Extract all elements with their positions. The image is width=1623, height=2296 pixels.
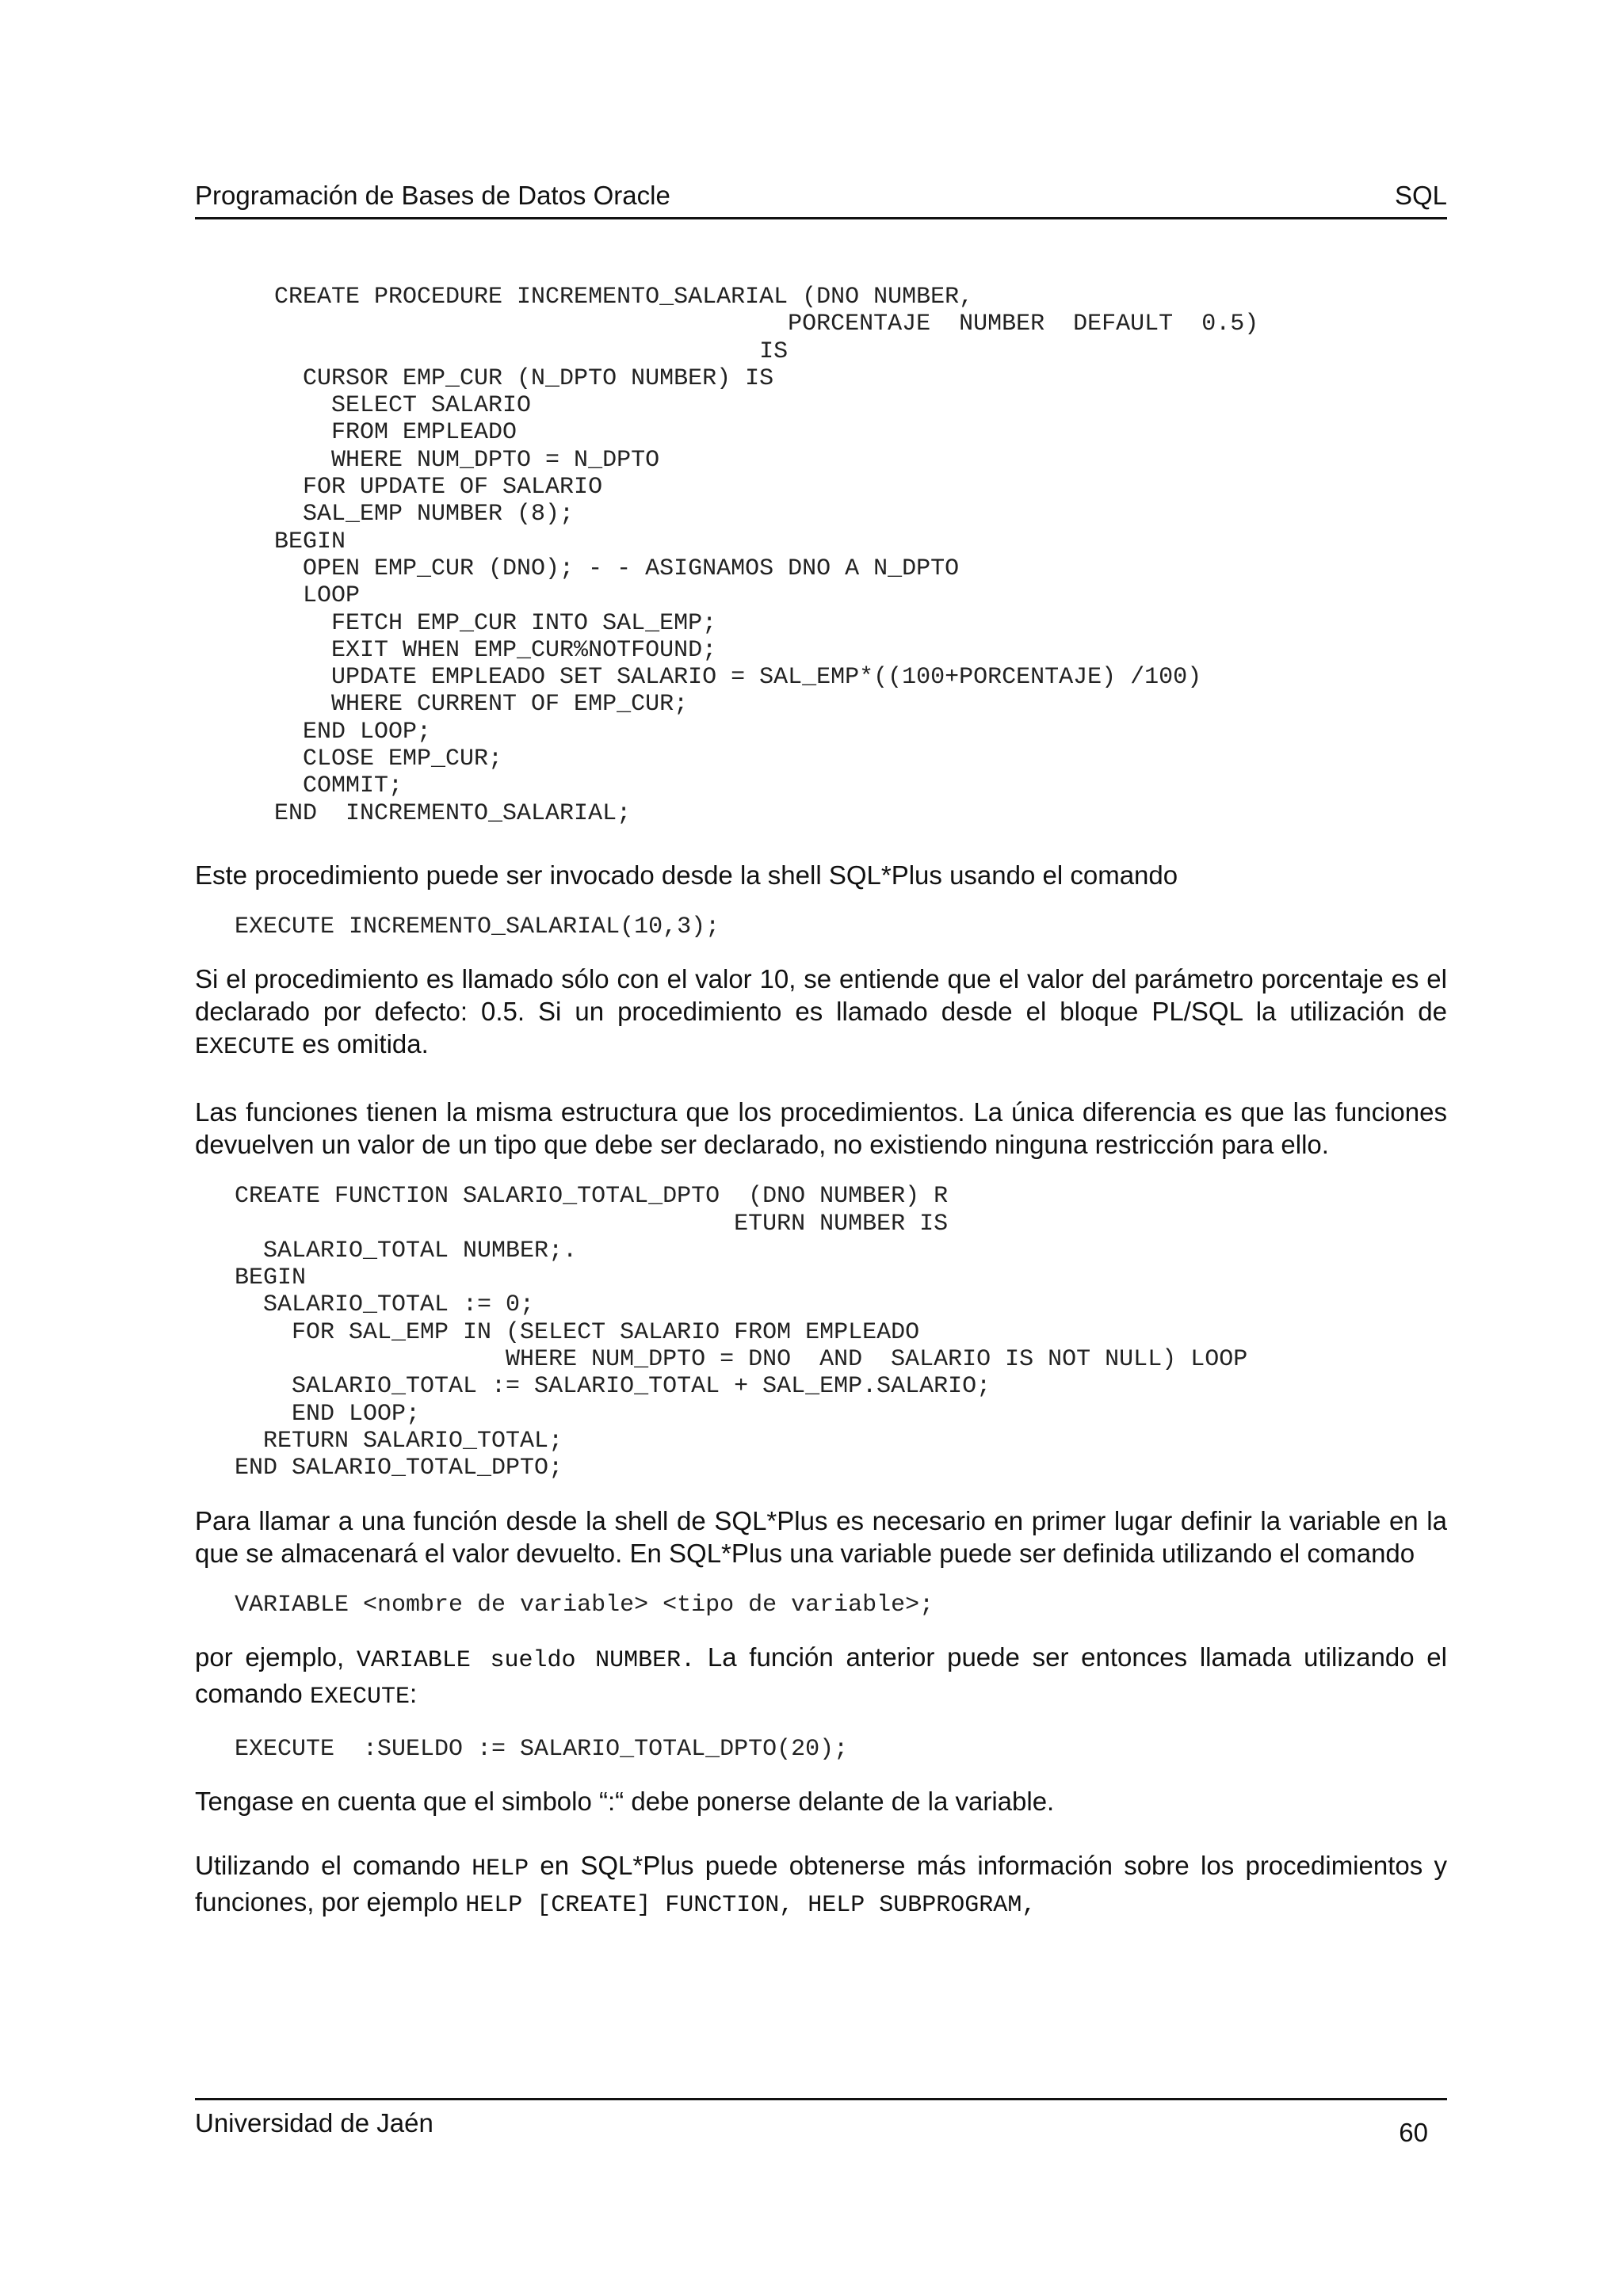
page-header: [195, 176, 1447, 219]
paragraph-default-value: [195, 963, 1447, 1064]
paragraph-help: [195, 1849, 1447, 1922]
text-span: es omitida.: [295, 1029, 429, 1059]
page-number: 60: [1399, 2118, 1428, 2147]
text-span: Utilizando el comando: [195, 1851, 472, 1881]
code-block-variable: VARIABLE <nombre de variable> <tipo de variable>;: [235, 1591, 934, 1619]
paragraph-invoke: Este procedimiento puede ser invocado desde la shell SQL*Plus usando el comando: [195, 860, 1178, 890]
code-block-procedure: CREATE PROCEDURE INCREMENTO_SALARIAL (DNO NUMBER, PORCENTAJE NUMBER DEFAULT 0.5) IS CURSOR EMP_CUR (N_DPTO NUMBER) IS SELECT SALARIO FROM EMPLEADO WHERE NUM_DPTO = N_DPTO FOR UPDATE OF SALARIO SAL_EMP NUMBER (8); BEGIN OPEN EMP_CUR (DNO); - - ASIGNAMOS DNO A N_DPTO LOOP FETCH EMP_CUR INTO SAL_EMP; EXIT WHEN EMP_CUR%NOTFOUND; UPDATE EMPLEADO SET SALARIO = SAL_EMP*((100+PORCENTAJE) /100) WHERE CURRENT OF EMP_CUR; END LOOP; CLOSE EMP_CUR; COMMIT; END INCREMENTO_SALARIAL;: [274, 284, 1259, 827]
paragraph-symbol-note: Tengase en cuenta que el simbolo “:“ debe ponerse delante de la variable.: [195, 1787, 1055, 1817]
header-section: SQL: [1394, 181, 1447, 210]
text-span: Si el procedimiento es llamado sólo con el valor 10, se entiende que el valor del parámetro porcentaje es el declarado por defecto: 0.5. Si un procedimiento es llamado desde el bloque PL/SQL la utilización de: [195, 964, 1447, 1027]
paragraph-example: [195, 1641, 1447, 1714]
paragraph-functions: Las funciones tienen la misma estructura que los procedimientos. La única diferencia es que las funciones devuelven un valor de un tipo que debe ser declarado, no existiendo ninguna restricción para ello.: [195, 1097, 1447, 1160]
paragraph-call-function: Para llamar a una función desde la shell de SQL*Plus es necesario en primer lugar definir la variable en la que se almacenará el valor devuelto. En SQL*Plus una variable puede ser definida utilizando el comando: [195, 1505, 1447, 1568]
inline-code: VARIABLE sueldo NUMBER.: [356, 1646, 696, 1674]
text-span: :: [409, 1678, 418, 1708]
inline-code: HELP [CREATE] FUNCTION, HELP SUBPROGRAM,: [465, 1892, 1037, 1920]
text-span: por ejemplo,: [195, 1642, 357, 1672]
code-block-function: CREATE FUNCTION SALARIO_TOTAL_DPTO (DNO NUMBER) R ETURN NUMBER IS SALARIO_TOTAL NUMBER;. BEGIN SALARIO_TOTAL := 0; FOR SAL_EMP IN (SELECT SALARIO FROM EMPLEADO WHERE NUM_DPTO = DNO AND SALARIO IS NOT NULL) LOOP SALARIO_TOTAL := SALARIO_TOTAL + SAL_EMP.SALARIO; END LOOP; RETURN SALARIO_TOTAL; END SALARIO_TOTAL_DPTO;: [235, 1183, 1248, 1482]
code-block-execute-function: EXECUTE :SUELDO := SALARIO_TOTAL_DPTO(20);: [235, 1735, 849, 1763]
inline-code: EXECUTE: [309, 1683, 410, 1711]
header-title: Programación de Bases de Datos Oracle: [195, 181, 670, 210]
code-block-execute: EXECUTE INCREMENTO_SALARIAL(10,3);: [235, 913, 720, 940]
footer-university: Universidad de Jaén: [195, 2108, 433, 2138]
text-span: La función anterior puede ser entonces llamada utilizando el comando: [195, 1642, 1447, 1708]
inline-code: HELP: [472, 1855, 529, 1883]
text-span: en SQL*Plus puede obtenerse más información sobre los procedimientos y funciones, por ejemplo: [195, 1851, 1448, 1917]
page-footer: [195, 2098, 1447, 2156]
page-content: [195, 284, 1447, 1922]
inline-code: EXECUTE: [195, 1034, 296, 1062]
